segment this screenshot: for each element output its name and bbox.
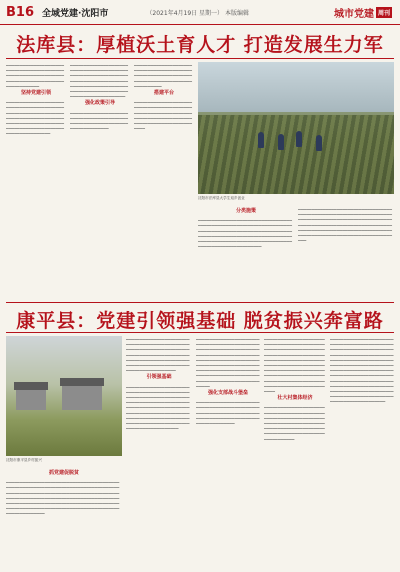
- masthead: [0, 0, 400, 25]
- article2-photo-caption: 沈阳市康平县乡村振兴: [6, 458, 42, 462]
- subhead: 分类施策: [235, 208, 256, 214]
- body-text: ▁▁▁▁▁▁▁▁▁▁▁▁▁▁▁▁▁▁▁▁▁▁▁▁▁▁▁▁▁▁▁▁▁▁▁▁▁▁▁▁▁▁▁▁▁▁▁▁▁▁▁▁▁▁▁▁▁▁▁▁▁▁▁▁▁▁▁▁▁▁▁▁▁▁▁▁▁▁▁▁▁▁▁▁▁▁▁▁▁▁▁▁▁▁▁▁▁▁▁▁▁▁▁▁▁▁▁▁▁▁▁▁▁▁▁▁▁▁▁▁▁▁▁▁▁▁▁▁▁▁▁▁▁▁▁▁▁▁▁▁▁▁▁▁▁▁▁▁▁▁▁▁▁▁▁▁▁▁▁▁▁▁▁▁▁▁▁▁▁▁▁▁▁▁▁▁▁▁▁▁▁▁▁▁▁▁▁▁▁▁▁▁▁▁▁▁▁▁▁▁▁▁▁▁▁▁▁▁▁▁▁▁▁▁▁▁▁▁▁▁▁▁▁▁: [264, 336, 325, 393]
- person-figure: [316, 135, 322, 151]
- building: [16, 388, 46, 410]
- newspaper-logo: [334, 5, 392, 20]
- body-text: ▁▁▁▁▁▁▁▁▁▁▁▁▁▁▁▁▁▁▁▁▁▁▁▁▁▁▁▁▁▁▁▁▁▁▁▁▁▁▁▁▁▁▁▁▁▁▁▁▁▁▁▁▁▁▁▁▁▁▁▁▁▁▁▁▁▁▁▁▁▁▁▁▁▁▁▁▁▁▁▁▁▁▁▁▁▁▁▁▁▁▁▁▁▁▁▁▁▁▁▁▁▁▁▁▁▁▁▁▁▁▁▁▁▁▁▁▁▁▁▁▁▁▁▁▁▁▁▁▁▁▁▁▁▁▁▁▁▁▁▁▁▁▁▁▁▁▁▁▁▁▁▁▁▁▁▁▁▁▁▁▁▁▁▁▁▁▁▁▁▁▁▁▁▁▁▁▁▁▁▁▁▁▁▁▁▁▁▁▁▁▁▁▁▁▁▁▁▁▁▁▁▁▁▁▁▁▁▁▁▁▁▁▁▁▁▁▁▁▁▁▁▁▁▁▁▁▁▁▁▁▁▁▁▁▁▁▁▁▁▁▁▁▁▁▁▁▁▁▁▁▁▁▁▁▁▁▁▁▁▁▁▁▁▁▁▁▁▁▁▁▁▁▁▁▁▁▁▁▁▁▁▁▁▁▁▁▁▁▁▁▁▁▁▁▁▁: [330, 336, 394, 403]
- body-text: ▁▁▁▁▁▁▁▁▁▁▁▁▁▁▁▁▁▁▁▁▁▁▁▁▁▁▁▁▁▁▁▁▁▁▁▁▁▁▁▁▁▁▁▁▁▁▁▁▁▁▁▁▁▁▁▁▁▁▁▁▁▁▁▁▁▁▁▁▁▁▁▁▁▁▁▁▁▁▁▁▁▁▁▁▁▁▁▁▁▁▁▁▁▁▁▁▁▁▁▁▁▁▁▁▁▁▁▁▁▁▁▁▁▁▁▁▁▁▁▁▁▁▁▁▁▁▁▁▁▁▁▁▁▁▁▁▁▁▁▁▁▁▁▁▁▁▁▁▁▁▁▁▁▁▁▁▁▁▁▁▁▁▁▁▁▁▁▁▁▁▁▁▁▁▁▁▁▁▁▁▁▁▁▁▁▁▁▁▁▁▁▁▁▁▁▁▁▁▁▁▁▁▁: [126, 383, 190, 430]
- subhead: 引领强基础: [146, 374, 172, 381]
- logo-badge: 周刊: [376, 7, 392, 18]
- page-number: B16: [6, 4, 34, 20]
- article2-photo: [6, 336, 122, 456]
- divider: [6, 332, 394, 333]
- article2-headline: 康平县：党建引领强基础 脱贫振兴奔富路: [16, 310, 384, 332]
- person-figure: [258, 132, 264, 148]
- article1-column-4: [198, 206, 294, 302]
- divider: [6, 302, 394, 303]
- subhead: 坚持党建引领: [20, 90, 51, 97]
- article2-column-3: [196, 336, 260, 568]
- photo-sky: [198, 62, 394, 112]
- building-roof: [60, 378, 104, 386]
- issue-info: （2021年4月19日 星期一） 本版编辑: [146, 9, 249, 17]
- article2-column-2: [126, 336, 192, 568]
- body-text: ▁▁▁▁▁▁▁▁▁▁▁▁▁▁▁▁▁▁▁▁▁▁▁▁▁▁▁▁▁▁▁▁▁▁▁▁▁▁▁▁▁▁▁▁▁▁▁▁▁▁▁▁▁▁▁▁▁▁▁▁▁▁▁▁▁▁▁▁▁▁▁▁▁▁▁▁▁▁▁▁▁▁▁▁▁▁▁▁▁▁▁▁▁▁▁▁▁▁▁▁▁▁▁▁▁▁▁▁▁▁▁▁▁▁▁▁▁▁▁▁▁▁▁▁▁▁▁▁▁▁▁▁▁▁▁▁▁▁▁▁▁▁▁▁▁▁: [70, 62, 129, 98]
- building-roof: [14, 382, 48, 390]
- subhead: 强化支部战斗堡垒: [207, 390, 248, 397]
- body-text: ▁▁▁▁▁▁▁▁▁▁▁▁▁▁▁▁▁▁▁▁▁▁▁▁▁▁▁▁▁▁▁▁▁▁▁▁▁▁▁▁▁▁▁▁▁▁▁▁▁▁▁▁▁▁▁▁▁▁▁▁▁▁▁▁▁▁▁▁▁▁▁▁▁▁▁▁▁▁▁▁▁▁▁▁▁▁▁▁▁▁▁▁▁▁▁▁: [6, 62, 65, 87]
- subhead: 壮大村集体经济: [277, 395, 313, 402]
- body-text: ▁▁▁▁▁▁▁▁▁▁▁▁▁▁▁▁▁▁▁▁▁▁▁▁▁▁▁▁▁▁▁▁▁▁▁▁▁▁▁▁▁▁▁▁▁▁▁▁▁▁▁▁▁▁▁▁▁▁▁▁▁▁▁▁▁▁▁▁▁▁▁▁▁▁▁▁▁▁▁▁▁▁▁▁▁▁▁▁▁▁▁▁▁▁: [134, 62, 193, 87]
- article1-column-5: [298, 206, 394, 302]
- body-text: ▁▁▁▁▁▁▁▁▁▁▁▁▁▁▁▁▁▁▁▁▁▁▁▁▁▁▁▁▁▁▁▁▁▁▁▁▁▁▁▁▁▁▁▁▁▁▁▁▁▁▁▁▁▁▁▁▁▁▁▁▁▁▁▁▁▁▁▁▁▁▁▁▁▁▁▁▁▁▁▁▁▁▁▁▁▁▁▁▁▁▁▁▁▁▁▁▁▁▁▁▁▁▁▁▁▁▁▁▁▁▁▁▁▁▁▁▁▁▁▁▁▁▁▁▁▁▁▁▁▁▁▁▁▁▁▁▁▁▁▁▁▁▁▁▁▁▁▁▁▁▁▁▁▁▁▁▁▁▁▁▁▁▁▁▁▁▁▁▁▁▁▁▁▁▁▁▁▁▁▁▁▁▁▁▁▁▁▁▁▁▁▁▁: [198, 217, 292, 248]
- body-text: ▁▁▁▁▁▁▁▁▁▁▁▁▁▁▁▁▁▁▁▁▁▁▁▁▁▁▁▁▁▁▁▁▁▁▁▁▁▁▁▁▁▁▁▁▁▁▁▁▁▁▁▁▁▁▁▁▁▁▁▁▁▁▁▁▁▁▁▁▁▁▁▁▁▁▁▁▁▁▁▁▁▁▁▁▁▁▁▁▁▁▁▁▁▁▁▁▁▁▁▁▁▁▁▁▁▁▁▁▁▁▁▁▁▁▁▁▁▁▁▁▁▁▁▁▁▁▁▁▁▁▁▁▁▁▁▁▁▁▁▁▁▁: [6, 99, 65, 135]
- article1-column-2: [70, 62, 130, 302]
- article2-column-1: [6, 468, 122, 568]
- article1-column-3: [134, 62, 194, 302]
- article1-photo: [198, 62, 394, 194]
- person-figure: [296, 131, 302, 147]
- body-text: ▁▁▁▁▁▁▁▁▁▁▁▁▁▁▁▁▁▁▁▁▁▁▁▁▁▁▁▁▁▁▁▁▁▁▁▁▁▁▁▁▁▁▁▁▁▁▁▁▁▁▁▁▁▁▁▁▁▁▁▁▁▁▁▁▁▁▁▁▁▁▁▁▁▁▁▁▁: [70, 109, 129, 130]
- photo-field: [198, 115, 394, 194]
- article2-column-5: [330, 336, 394, 568]
- person-figure: [278, 134, 284, 150]
- article1-photo-caption: 沈阳市法库县大学生返乡创业: [198, 196, 245, 200]
- body-text: ▁▁▁▁▁▁▁▁▁▁▁▁▁▁▁▁▁▁▁▁▁▁▁▁▁▁▁▁▁▁▁▁▁▁▁▁▁▁▁▁▁▁▁▁▁▁▁▁▁▁▁▁▁▁▁▁▁▁▁▁▁▁▁▁▁▁▁▁▁▁▁▁▁▁▁▁▁▁▁▁▁▁▁▁▁▁▁▁▁▁▁▁▁▁▁▁▁▁▁▁▁▁▁▁▁▁▁▁▁▁▁▁▁▁▁▁▁▁▁▁▁▁▁▁▁▁▁▁▁▁▁▁▁▁▁▁▁▁▁▁▁▁▁▁▁▁▁▁▁▁▁▁▁▁▁▁▁▁▁▁▁▁▁▁▁▁▁▁▁▁▁▁▁▁▁▁▁▁▁▁▁▁▁▁▁▁▁▁▁▁▁▁▁▁▁▁▁▁▁▁▁▁▁▁▁▁▁▁▁▁▁▁: [196, 336, 260, 387]
- body-text: ▁▁▁▁▁▁▁▁▁▁▁▁▁▁▁▁▁▁▁▁▁▁▁▁▁▁▁▁▁▁▁▁▁▁▁▁▁▁▁▁▁▁▁▁▁▁▁▁▁▁▁▁▁▁▁▁▁▁▁▁▁▁▁▁▁▁▁▁▁▁▁▁▁▁▁▁▁▁▁▁▁▁▁▁▁▁▁▁▁▁▁▁▁▁▁▁▁▁▁▁▁▁▁▁▁▁▁▁▁▁▁▁▁▁▁▁▁▁▁▁▁▁▁▁▁▁▁▁▁▁▁▁▁▁▁▁▁▁▁▁▁▁▁▁▁▁▁▁▁▁▁▁▁▁▁▁: [126, 336, 190, 372]
- subhead: 搭建平台: [153, 90, 174, 97]
- section-name: 全域党建·沈阳市: [42, 8, 109, 19]
- logo-text: 城市党建: [333, 8, 374, 20]
- subhead: 强化政策引导: [84, 100, 115, 107]
- divider: [6, 58, 394, 59]
- body-text: ▁▁▁▁▁▁▁▁▁▁▁▁▁▁▁▁▁▁▁▁▁▁▁▁▁▁▁▁▁▁▁▁▁▁▁▁▁▁▁▁▁▁▁▁▁▁▁▁▁▁▁▁▁▁▁▁▁▁▁▁▁▁▁▁▁▁▁▁▁▁▁▁▁▁▁▁▁▁▁▁▁▁▁▁▁▁▁▁▁▁▁▁▁▁▁▁▁▁▁▁▁▁▁▁▁▁▁▁▁▁▁▁▁▁▁▁▁▁▁▁▁▁▁▁▁▁▁▁▁▁▁▁▁▁▁▁▁▁▁▁▁▁▁▁▁▁▁▁▁▁▁▁▁▁▁▁▁▁▁▁▁▁▁▁▁▁▁▁▁▁▁▁▁▁▁▁▁▁▁▁▁▁▁▁▁▁▁▁▁▁▁▁▁▁▁▁▁▁▁▁▁▁▁▁▁▁▁▁▁▁▁▁▁▁▁▁▁▁▁▁▁▁▁▁▁▁▁▁▁▁▁▁▁▁▁▁▁▁▁▁▁▁▁▁▁▁▁▁▁▁▁▁▁▁▁▁▁▁▁▁: [6, 479, 120, 515]
- body-text: ▁▁▁▁▁▁▁▁▁▁▁▁▁▁▁▁▁▁▁▁▁▁▁▁▁▁▁▁▁▁▁▁▁▁▁▁▁▁▁▁▁▁▁▁▁▁▁▁▁▁▁▁▁▁▁▁▁▁▁▁▁▁▁▁▁▁▁▁▁▁▁▁▁▁▁▁▁▁▁▁▁▁▁▁▁▁▁▁▁▁▁▁▁▁▁▁▁▁▁▁▁▁▁▁▁▁▁▁▁▁▁▁▁▁▁▁▁▁▁▁▁▁▁▁▁▁▁▁▁▁▁▁▁▁▁▁▁▁▁▁▁▁▁: [264, 404, 325, 440]
- subhead: 抓党建促脱贫: [48, 470, 79, 476]
- article1-headline: 法库县：厚植沃土育人才 打造发展生力军: [16, 34, 384, 56]
- body-text: ▁▁▁▁▁▁▁▁▁▁▁▁▁▁▁▁▁▁▁▁▁▁▁▁▁▁▁▁▁▁▁▁▁▁▁▁▁▁▁▁▁▁▁▁▁▁▁▁▁▁▁▁▁▁▁▁▁▁▁▁▁▁▁▁▁▁▁▁▁▁▁▁▁▁▁▁▁▁▁▁▁▁▁▁▁▁▁▁▁▁▁▁▁▁▁▁▁▁▁▁▁▁▁▁▁▁: [196, 399, 260, 425]
- body-text: ▁▁▁▁▁▁▁▁▁▁▁▁▁▁▁▁▁▁▁▁▁▁▁▁▁▁▁▁▁▁▁▁▁▁▁▁▁▁▁▁▁▁▁▁▁▁▁▁▁▁▁▁▁▁▁▁▁▁▁▁▁▁▁▁▁▁▁▁▁▁▁▁▁▁▁▁▁▁▁▁▁▁▁▁▁▁▁▁▁▁▁▁▁▁▁▁▁▁▁▁▁▁▁▁▁▁▁▁▁▁▁▁▁▁▁▁▁▁▁▁▁▁▁▁▁▁▁▁▁▁▁▁▁▁▁▁▁▁▁▁▁▁▁▁▁▁▁▁▁▁▁▁▁▁▁▁▁▁▁▁▁▁▁▁▁▁▁▁▁▁▁▁▁▁▁▁▁▁▁▁▁▁▁▁▁▁▁▁▁▁▁▁▁▁▁▁▁▁▁▁▁▁▁▁▁▁▁: [298, 206, 392, 242]
- building: [62, 384, 102, 410]
- article2-column-4: [264, 336, 326, 568]
- body-text: ▁▁▁▁▁▁▁▁▁▁▁▁▁▁▁▁▁▁▁▁▁▁▁▁▁▁▁▁▁▁▁▁▁▁▁▁▁▁▁▁▁▁▁▁▁▁▁▁▁▁▁▁▁▁▁▁▁▁▁▁▁▁▁▁▁▁▁▁▁▁▁▁▁▁▁▁▁▁▁▁▁▁▁▁▁▁▁▁▁▁▁▁▁▁▁▁▁▁▁▁▁▁▁▁▁▁▁▁▁: [134, 99, 193, 130]
- article1-column-1: [6, 62, 66, 302]
